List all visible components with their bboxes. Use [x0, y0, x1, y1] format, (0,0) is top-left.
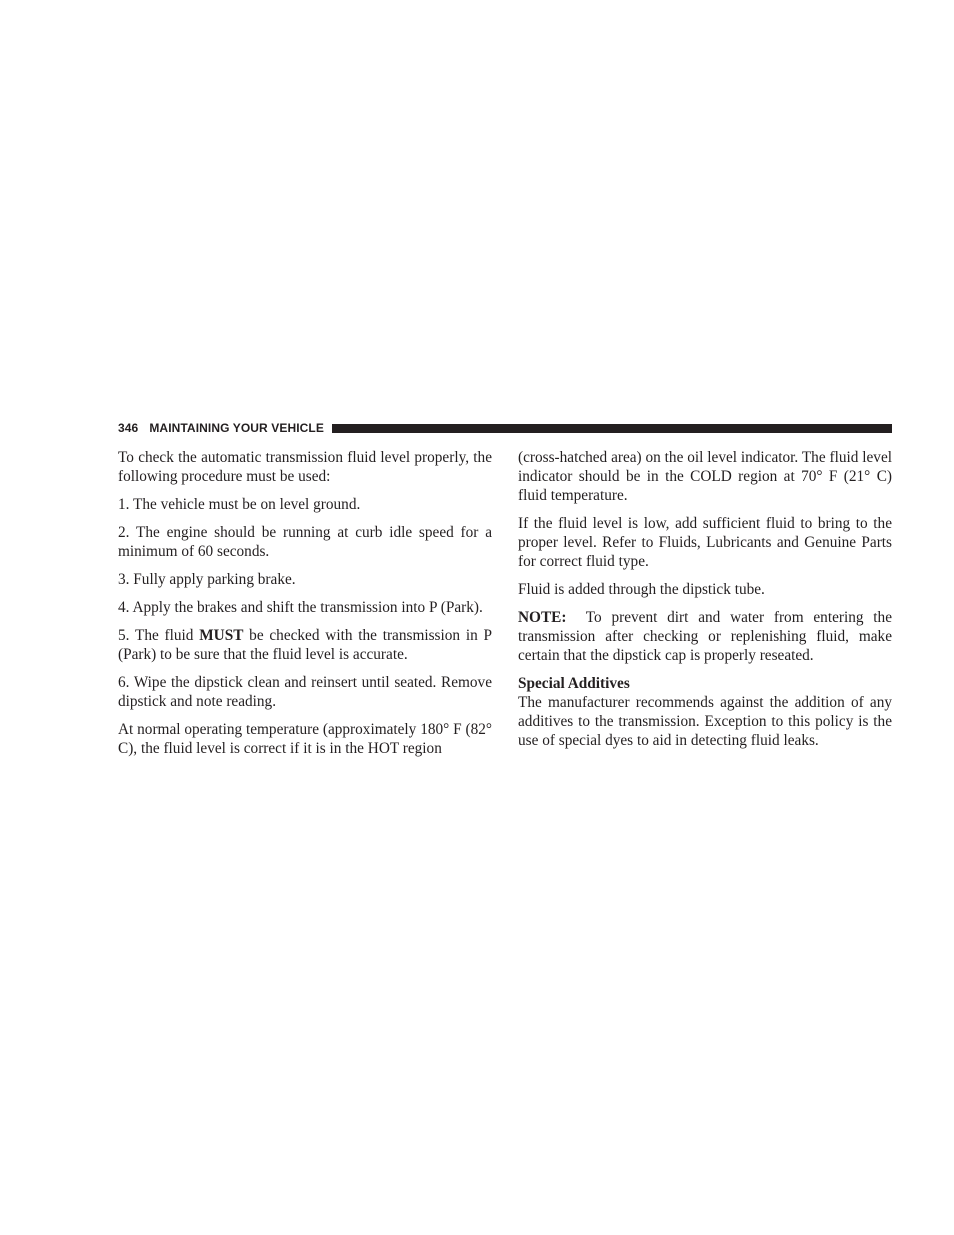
step-5: [118, 626, 492, 664]
low-fluid-paragraph: If the fluid level is low, add sufficient fluid to bring to the proper level. Refer to Fluids, Lubricants and Genuine Parts for correct fluid type.: [518, 515, 892, 570]
dipstick-tube-paragraph: Fluid is added through the dipstick tube.: [518, 581, 765, 598]
page-number: 346: [118, 421, 139, 435]
left-column: [118, 448, 492, 767]
step-2: 2. The engine should be running at curb idle speed for a minimum of 60 seconds.: [118, 524, 492, 560]
intro-paragraph: To check the automatic transmission fluid level properly, the following procedure must be used:: [118, 449, 492, 485]
step-5-emphasis: MUST: [199, 627, 244, 644]
page-header: [118, 420, 892, 436]
note-paragraph: [518, 608, 896, 665]
right-column: [518, 448, 896, 759]
note-text: To prevent dirt and water from entering the transmission after checking or replenishing fluid, make certain that the dipstick cap is properly reseated.: [518, 609, 896, 664]
step-4: 4. Apply the brakes and shift the transmission into P (Park).: [118, 599, 483, 616]
step-5-suffix: be checked with the transmission in P (Park) to be sure that the fluid level is accurate.: [118, 627, 493, 663]
section-title: MAINTAINING YOUR VEHICLE: [149, 421, 324, 435]
note-label: NOTE:: [518, 609, 567, 626]
normal-temperature-paragraph: At normal operating temperature (approximately 180° F (82° C), the fluid level is correct if it is in the HOT region: [118, 721, 492, 757]
special-additives-paragraph: The manufacturer recommends against the addition of any additives to the transmission. Exception to this policy is the use of special dyes to aid in detecting fluid leaks.: [518, 694, 892, 749]
step-1: 1. The vehicle must be on level ground.: [118, 496, 361, 513]
step-5-prefix: 5. The fluid: [118, 627, 200, 644]
special-additives-heading: Special Additives: [518, 675, 630, 692]
step-6: 6. Wipe the dipstick clean and reinsert until seated. Remove dipstick and note reading.: [118, 674, 492, 710]
header-rule: [332, 424, 892, 433]
step-3: 3. Fully apply parking brake.: [118, 571, 296, 588]
continuation-paragraph: (cross-hatched area) on the oil level indicator. The fluid level indicator should be in the COLD region at 70° F (21° C) fluid temperature.: [518, 449, 892, 504]
